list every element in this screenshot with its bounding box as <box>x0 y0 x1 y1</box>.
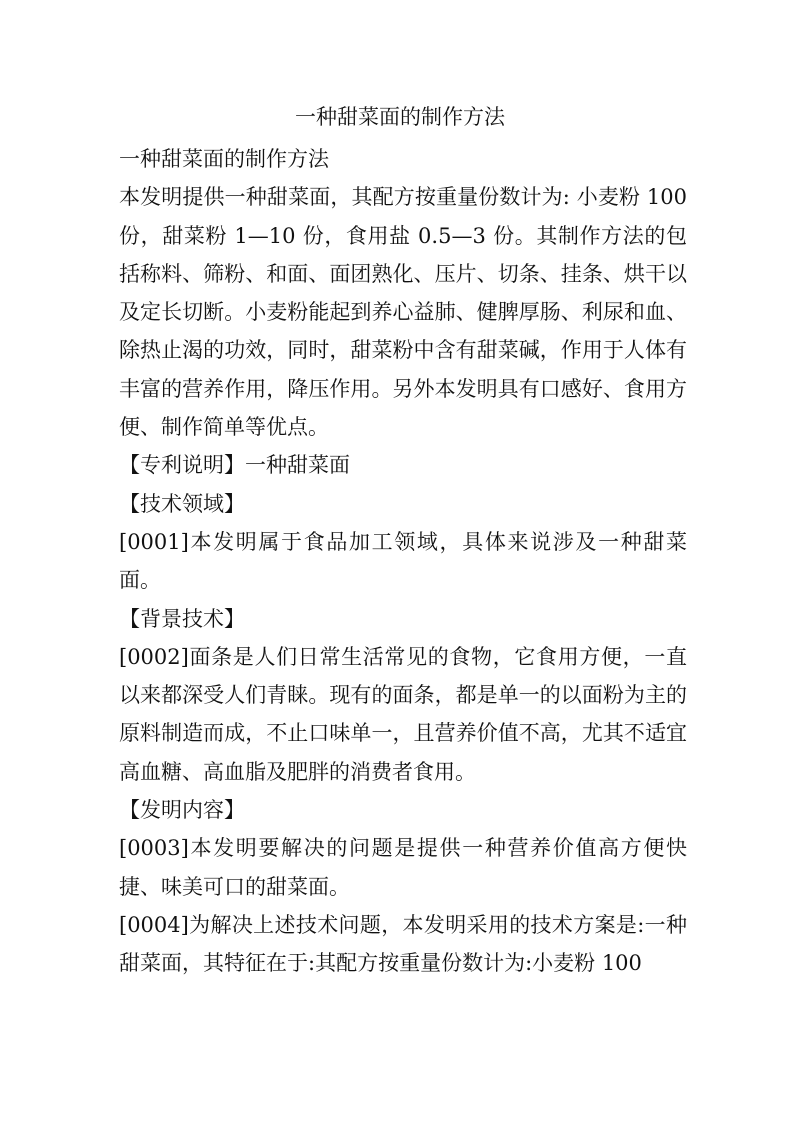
paragraph-0004: [0004]为解决上述技术问题，本发明采用的技术方案是:一种甜菜面，其特征在于:其配方按重量份数计为:小麦粉 100 <box>119 912 687 976</box>
paragraph-0001: [0001]本发明属于食品加工领域，具体来说涉及一种甜菜面。 <box>119 529 687 593</box>
section-heading-patent-description: 【专利说明】一种甜菜面 <box>119 453 350 478</box>
document-body <box>119 140 687 983</box>
paragraph-0002: [0002]面条是人们日常生活常见的食物，它食用方便，一直以来都深受人们青睐。现有的面条，都是单一的以面粉为主的原料制造而成，不止口味单一，且营养价值不高，尤其不适宜高血糖、高血脂及肥胖的消费者食用。 <box>119 644 687 784</box>
subtitle-paragraph: 一种甜菜面的制作方法 <box>119 147 329 171</box>
abstract-paragraph: 本发明提供一种甜菜面，其配方按重量份数计为: 小麦粉 100 份，甜菜粉 1—10 份，食用盐 0.5—3 份。其制作方法的包括称料、筛粉、和面、面团熟化、压片、切条、挂条、烘干以及定长切断。小麦粉能起到养心益肺、健脾厚肠、利尿和血、除热止渴的功效，同时，甜菜粉中含有甜菜碱，作用于人体有丰富的营养作用，降压作用。另外本发明具有口感好、食用方便、制作简单等优点。 <box>119 185 687 440</box>
document-title: 一种甜菜面的制作方法 <box>295 105 505 129</box>
section-heading-background: 【背景技术】 <box>119 606 245 631</box>
section-heading-invention-content: 【发明内容】 <box>119 798 245 823</box>
paragraph-0003: [0003]本发明要解决的问题是提供一种营养价值高方便快捷、味美可口的甜菜面。 <box>119 836 687 899</box>
section-heading-technical-field: 【技术领域】 <box>119 491 245 516</box>
